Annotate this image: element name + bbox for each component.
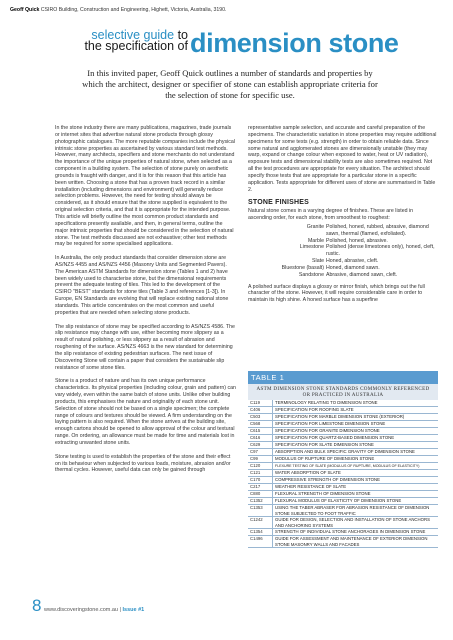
table-row: C568 SPECIFICATION FOR LIMESTONE DIMENSION STONE [248,421,438,428]
table-row: C119 TERMINOLOGY RELATING TO DIMENSION STONE [248,400,438,407]
finish-item: Sandstone Abrasive, diamond sawn, cleft. [298,271,398,278]
author-name: Geoff Quick [10,7,40,13]
body-paragraph: A polished surface displays a glossy or mirror finish, which brings out the full character of the stone. However, it will require considerable care in order to maintain its high shine. A honed surface has a superfine [248,283,425,304]
author-affiliation: CSIRO Building, Construction and Engineering, Highett, Victoria, Australia, 3190. [39,7,227,13]
body-paragraph: In Australia, the only product standards that consider dimension stone are AS/NZS 4455 and AS/NZS 4456 (Masonry Units and Segmented Pavers). The American ASTM Standards for dimension stone (Tables 1 and 2) have been widely used to characterise stone, but the dimensional requirements prevent the adequate testing of tiles. This led to the development of the CSIRO "BEST" standards for stone tiles (Table 3 and references [1-3]). In Europe, EN Standards are evolving that will replace existing national stone standards. This article concentrates on the most common and useful properties that are needed when selecting stone products. [55,255,229,316]
page-footer [32,596,172,618]
section-heading: STONE FINISHES [248,199,310,207]
body-paragraph: In the stone industry there are many publications, magazines, trade journals or internet sites that advertise natural stone products through glossy photographic catalogues. The more reputable companies include the physical intrinsic stone properties as ascertained by various standard test methods. However, many architects, specifiers and stone merchants do not understand the importance of the unique properties of natural stone, when selected as a component in a building system. The selection of stone purely on aesthetic grounds is fraught with danger, and it is for this reason that this article has been written. Choosing a stone that has a proven track record in a similar installation (including dimensions and environment) will generally reduce selection problems. However, the need for testing should always be considered, as it should ensure that the stone supplied is equivalent to the original selection criteria, and that it is appropriate for the intended purpose. This article will briefly outline the most common product standards and specifications presently available, and then, in general terms, outline the major intrinsic properties that should be considered in the selection of natural stone. The test methods discussed are not exhaustive; other test methods may be required for some specialised applications. [55,125,235,248]
table-row: C1496 GUIDE FOR ASSESSMENT AND MAINTENANCE OF EXTERIOR DIMENSION STONE MASONRY WALLS AND FACADES [248,536,438,548]
body-paragraph: Natural stone comes in a varying degree of finishes. These are listed in ascending order, for each stone, from smoothest to roughest: [248,208,414,222]
table-row: C406 SPECIFICATION FOR ROOFING SLATE [248,407,438,414]
title-line-2: the specification of [84,39,188,53]
right-column [248,125,438,311]
finish-item: Bluestone (basalt) Honed, diamond sawn. [281,264,380,271]
table-label: TABLE 1 [248,371,438,384]
body-paragraph: Stone testing is used to establish the properties of the stone and their effect on its behaviour when subjected to various loads, moisture, abrasion and/or thermal cycles. However, useful data can only be gained through [55,453,231,474]
finish-item: Limestone Polished (dense limestones only), honed, cleft, rustic. [299,244,435,258]
table-1 [248,371,438,548]
table-row: C170 COMPRESSIVE STRENGTH OF DIMENSION STONE [248,477,438,484]
table-row: C120 FLEXURE TESTING OF SLATE (MODULUS OF RUPTURE, MODULUS OF ELASTICITY) [248,463,438,470]
running-header [10,7,226,13]
table-caption: ASTM DIMENSION STONE STANDARDS COMMONLY REFERENCED OR PRACTICED IN AUSTRALIA [248,384,438,400]
issue-number: Issue #1 [122,607,145,613]
table-row: C616 SPECIFICATION FOR QUARTZ-BASED DIMENSION STONE [248,435,438,442]
article-title [0,26,453,66]
intro-standfirst: In this invited paper, Geoff Quick outlines a number of standards and properties by which the architect, designer or specifier of stone can establish appropriate criteria for the selection of stone for specific use. [82,68,378,100]
title-main: dimension stone [190,28,399,58]
page-number: 8 [32,596,42,615]
left-column [55,125,236,481]
table-row: C121 WATER ABSORPTION OF SLATE [248,470,438,477]
table-row: C629 SPECIFICATION FOR SLATE DIMENSION STONE [248,442,438,449]
finish-item: Granite Polished, honed, rubbed, abrasive, diamond sawn, thermal (flamed, exfoliated). [306,223,429,237]
body-paragraph: The slip resistance of stone may be specified according to AS/NZS 4586. The slip resistance may change with use, either becoming more slippery as a result of natural polishing, or less slippery as a result of abrasion and roughening of the surface. AS/NZS 4663 is the new standard for determining the slip resistance of existing pedestrian surfaces. The next issue of Discovering Stone will contain a paper that considers the sustainable slip resistance of some stone tiles. [55,323,235,371]
finish-item: Marble Polished, honed, abrasive. [307,237,388,244]
body-paragraph: Stone is a product of nature and has its own unique performance characteristics. Its physical properties (including colour, grain and pattern) can vary widely, even within the same batch of stone units. Unlike other building products, this emphasises the nature and originality of each stone unit. Selection of stone should not be based on a single specimen; the complete range of colours and textures should be viewed. A firm understanding on the laying pattern is also required. When the stone arrives at the building site, enough cartons should be opened to allow approval of the colour and textural range. On ordering, an allowance must be made for time and materials lost in extracting unwanted stone units. [55,378,236,446]
table-row: C880 FLEXURAL STRENGTH OF DIMENSION STONE [248,491,438,498]
finish-list [248,224,438,279]
table-row: C1242 GUIDE FOR DESIGN, SELECTION AND INSTALLATION OF STONE ANCHORS AND ANCHORING SYSTEMS [248,517,438,529]
table-row: C615 SPECIFICATION FOR GRANITE DIMENSION STONE [248,428,438,435]
finish-item: Slate Honed, abrasive, cleft. [312,258,379,265]
table-row: C503 SPECIFICATION FOR MARBLE DIMENSION STONE (EXTERIOR) [248,414,438,421]
table-row: C97 ABSORPTION AND BULK SPECIFIC GRAVITY OF DIMENSION STONE [248,449,438,456]
table-body [248,400,438,548]
title-line-1: selective guide to [91,28,188,42]
table-row: C1354 STRENGTH OF INDIVIDUAL STONE ANCHORAGES IN DIMENSION STONE [248,529,438,536]
footer-url: www.discoveringstone.com.au | Issue #1 [44,607,145,613]
body-paragraph: representative sample selection, and accurate and careful preparation of the specimens. The characteristic variation in stone properties may require additional specimens for some tests (e.g. strength) in order to obtain reliable data. Since some natural and agglomerated stones are dimensionally unstable (they may warp, expand or change colour when exposed to water, heat or UV radiation), exposure tests and dimensional stability tests are also sometimes required. Not all the test procedures are appropriate for every situation. The architect should specify those tests that are appropriate for a particular stone in a specific application. Tests appropriate for different uses of stone are summarised in Table 2. [248,125,437,193]
table-row: C217 WEATHER RESISTANCE OF SLATE [248,484,438,491]
table-row: C99 MODULUS OF RUPTURE OF DIMENSION STONE [248,456,438,463]
table-row: C1352 FLEXURAL MODULUS OF ELASTICITY OF DIMENSION STONE [248,498,438,505]
table-row: C1353 USING THE TABER ABRASER FOR ABRASION RESISTANCE OF DIMENSION STONE SUBJECTED TO FOOT TRAFFIC [248,505,438,517]
